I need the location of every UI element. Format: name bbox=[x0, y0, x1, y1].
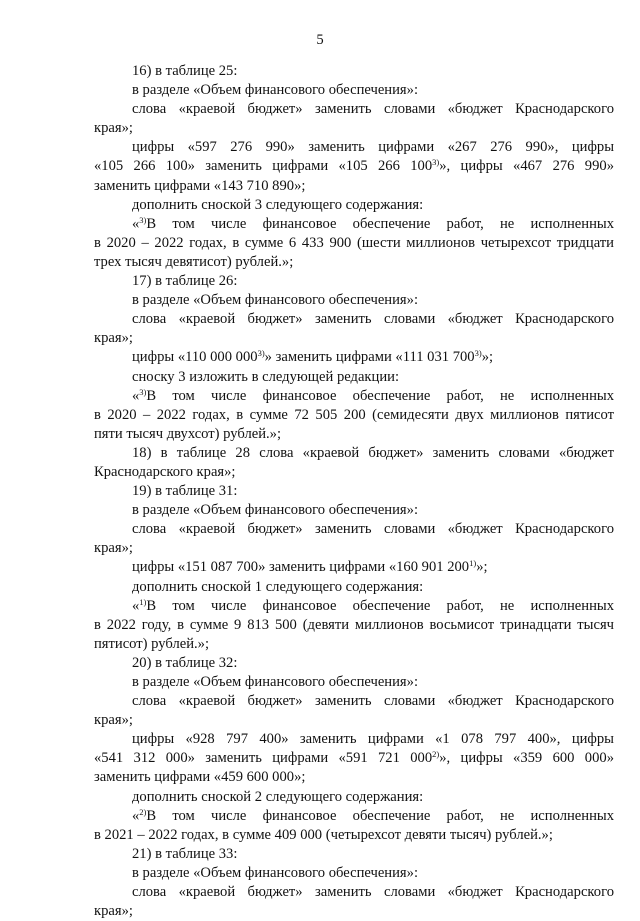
text-segment: в 2020 – 2022 годах, в сумме 72 505 200 (семидесяти двух миллионов пятисот bbox=[94, 406, 614, 423]
text-segment: в разделе «Объем финансового обеспечения»: bbox=[132, 674, 418, 690]
text-segment: слова «краевой бюджет» заменить словами «бюджет Краснодарского bbox=[132, 311, 614, 328]
text-line bbox=[94, 654, 614, 673]
text-line bbox=[94, 329, 614, 348]
text-segment: 16) в таблице 25: bbox=[132, 63, 238, 79]
text-segment: цифры «928 797 400» заменить цифрами «1 078 797 400», цифры bbox=[132, 731, 614, 748]
text-segment: Краснодарского края»; bbox=[94, 463, 236, 480]
text-segment: слова «краевой бюджет» заменить словами «бюджет Краснодарского bbox=[132, 693, 614, 710]
text-line bbox=[94, 234, 614, 253]
text-segment: края»; bbox=[94, 540, 133, 557]
text-line bbox=[94, 100, 614, 119]
text-line bbox=[94, 81, 614, 100]
text-segment: В том числе финансовое обеспечение работ, не исполненных bbox=[146, 597, 614, 614]
text-segment: слова «краевой бюджет» заменить словами «бюджет Краснодарского bbox=[132, 101, 614, 118]
text-segment: », цифры «467 276 990» bbox=[439, 158, 614, 175]
text-segment: 21) в таблице 33: bbox=[132, 845, 238, 862]
text-segment: 17) в таблице 26: bbox=[132, 273, 238, 290]
text-segment: края»; bbox=[94, 120, 133, 137]
text-segment: слова «краевой бюджет» заменить словами «бюджет Краснодарского bbox=[132, 521, 614, 538]
text-line bbox=[94, 291, 614, 310]
text-segment: в 2022 году, в сумме 9 813 500 (девяти миллионов восьмисот тринадцати тысяч bbox=[94, 616, 614, 633]
document-body bbox=[94, 62, 614, 921]
page-number: 5 bbox=[316, 32, 324, 48]
text-line bbox=[94, 425, 614, 444]
text-line bbox=[94, 138, 614, 157]
text-line bbox=[94, 711, 614, 730]
text-line bbox=[94, 348, 614, 367]
text-segment: заменить цифрами «143 710 890»; bbox=[94, 177, 306, 194]
text-line bbox=[94, 406, 614, 425]
text-segment: « bbox=[132, 387, 140, 404]
text-line bbox=[94, 807, 614, 826]
text-segment: »; bbox=[481, 349, 494, 366]
text-line bbox=[94, 864, 614, 883]
text-line bbox=[94, 768, 614, 787]
text-segment: «105 266 100» заменить цифрами «105 266 100 bbox=[94, 158, 433, 175]
text-line bbox=[94, 635, 614, 654]
text-segment: дополнить сноской 3 следующего содержания: bbox=[132, 196, 424, 213]
footnote-marker: 3) bbox=[432, 157, 440, 168]
text-segment: 20) в таблице 32: bbox=[132, 654, 238, 671]
text-segment: края»; bbox=[94, 903, 133, 920]
text-line bbox=[94, 539, 614, 558]
text-segment: пяти тысяч двухсот) рублей.»; bbox=[94, 425, 282, 442]
text-line bbox=[94, 196, 614, 215]
text-segment: цифры «151 087 700» заменить цифрами «160 901 200 bbox=[132, 559, 470, 576]
text-segment: « bbox=[132, 215, 140, 232]
text-line bbox=[94, 272, 614, 291]
text-segment: »; bbox=[476, 559, 488, 576]
text-line bbox=[94, 730, 614, 749]
footnote-marker: 3) bbox=[474, 348, 482, 359]
text-line bbox=[94, 501, 614, 520]
text-line bbox=[94, 673, 614, 692]
footnote-marker: 3) bbox=[139, 386, 147, 397]
footnote-marker: 3) bbox=[257, 348, 265, 359]
text-line bbox=[94, 845, 614, 864]
text-line bbox=[94, 616, 614, 635]
text-segment: 18) в таблице 28 слова «краевой бюджет» заменить словами «бюджет bbox=[132, 444, 614, 461]
text-line bbox=[94, 215, 614, 234]
text-line bbox=[94, 482, 614, 501]
text-segment: в разделе «Объем финансового обеспечения»: bbox=[132, 292, 418, 309]
text-line bbox=[94, 157, 614, 176]
text-line bbox=[94, 597, 614, 616]
text-segment: В том числе финансовое обеспечение работ, не исполненных bbox=[146, 215, 614, 232]
text-segment: дополнить сноской 2 следующего содержания: bbox=[132, 788, 424, 805]
text-segment: в 2020 – 2022 годах, в сумме 6 433 900 (шести миллионов четырехсот тридцати bbox=[94, 234, 614, 251]
text-segment: в разделе «Объем финансового обеспечения»: bbox=[132, 82, 418, 99]
text-segment: « bbox=[132, 597, 140, 614]
text-segment: », цифры «359 600 000» bbox=[439, 750, 614, 767]
footnote-marker: 2) bbox=[432, 749, 440, 760]
text-segment: « bbox=[132, 807, 140, 824]
text-line bbox=[94, 62, 614, 81]
text-segment: 19) в таблице 31: bbox=[132, 483, 238, 500]
text-segment: цифры «597 276 990» заменить цифрами «267 276 990», цифры bbox=[132, 139, 614, 156]
text-line bbox=[94, 310, 614, 329]
footnote-marker: 1) bbox=[469, 558, 477, 569]
text-line bbox=[94, 692, 614, 711]
footnote-marker: 3) bbox=[139, 214, 147, 225]
text-line bbox=[94, 883, 614, 902]
text-line bbox=[94, 558, 614, 577]
text-segment: слова «краевой бюджет» заменить словами «бюджет Краснодарского bbox=[132, 884, 614, 901]
text-line bbox=[94, 177, 614, 196]
text-line bbox=[94, 788, 614, 807]
text-segment: пятисот) рублей.»; bbox=[94, 635, 210, 652]
text-line bbox=[94, 749, 614, 768]
text-segment: трех тысяч девятисот) рублей.»; bbox=[94, 253, 294, 270]
text-segment: в разделе «Объем финансового обеспечения»: bbox=[132, 864, 418, 881]
text-segment: дополнить сноской 1 следующего содержания: bbox=[132, 578, 424, 595]
text-segment: В том числе финансовое обеспечение работ, не исполненных bbox=[146, 387, 614, 404]
text-segment: заменить цифрами «459 600 000»; bbox=[94, 769, 306, 786]
text-segment: в 2021 – 2022 годах, в сумме 409 000 (четырехсот девяти тысяч) рублей.»; bbox=[94, 826, 553, 843]
text-segment: » заменить цифрами «111 031 700 bbox=[264, 349, 475, 366]
text-line bbox=[94, 520, 614, 539]
text-line bbox=[94, 253, 614, 272]
text-line bbox=[94, 119, 614, 138]
text-line bbox=[94, 444, 614, 463]
text-segment: В том числе финансовое обеспечение работ, не исполненных bbox=[146, 807, 614, 824]
text-segment: «541 312 000» заменить цифрами «591 721 000 bbox=[94, 750, 433, 767]
text-line bbox=[94, 463, 614, 482]
text-segment: края»; bbox=[94, 712, 133, 729]
text-line bbox=[94, 387, 614, 406]
text-segment: цифры «110 000 000 bbox=[132, 349, 258, 366]
text-line bbox=[94, 826, 614, 845]
text-line bbox=[94, 578, 614, 597]
footnote-marker: 1) bbox=[139, 596, 147, 607]
footnote-marker: 2) bbox=[139, 806, 147, 817]
text-line bbox=[94, 368, 614, 387]
text-segment: сноску 3 изложить в следующей редакции: bbox=[132, 368, 400, 385]
text-segment: в разделе «Объем финансового обеспечения»: bbox=[132, 502, 418, 519]
text-segment: края»; bbox=[94, 330, 133, 347]
